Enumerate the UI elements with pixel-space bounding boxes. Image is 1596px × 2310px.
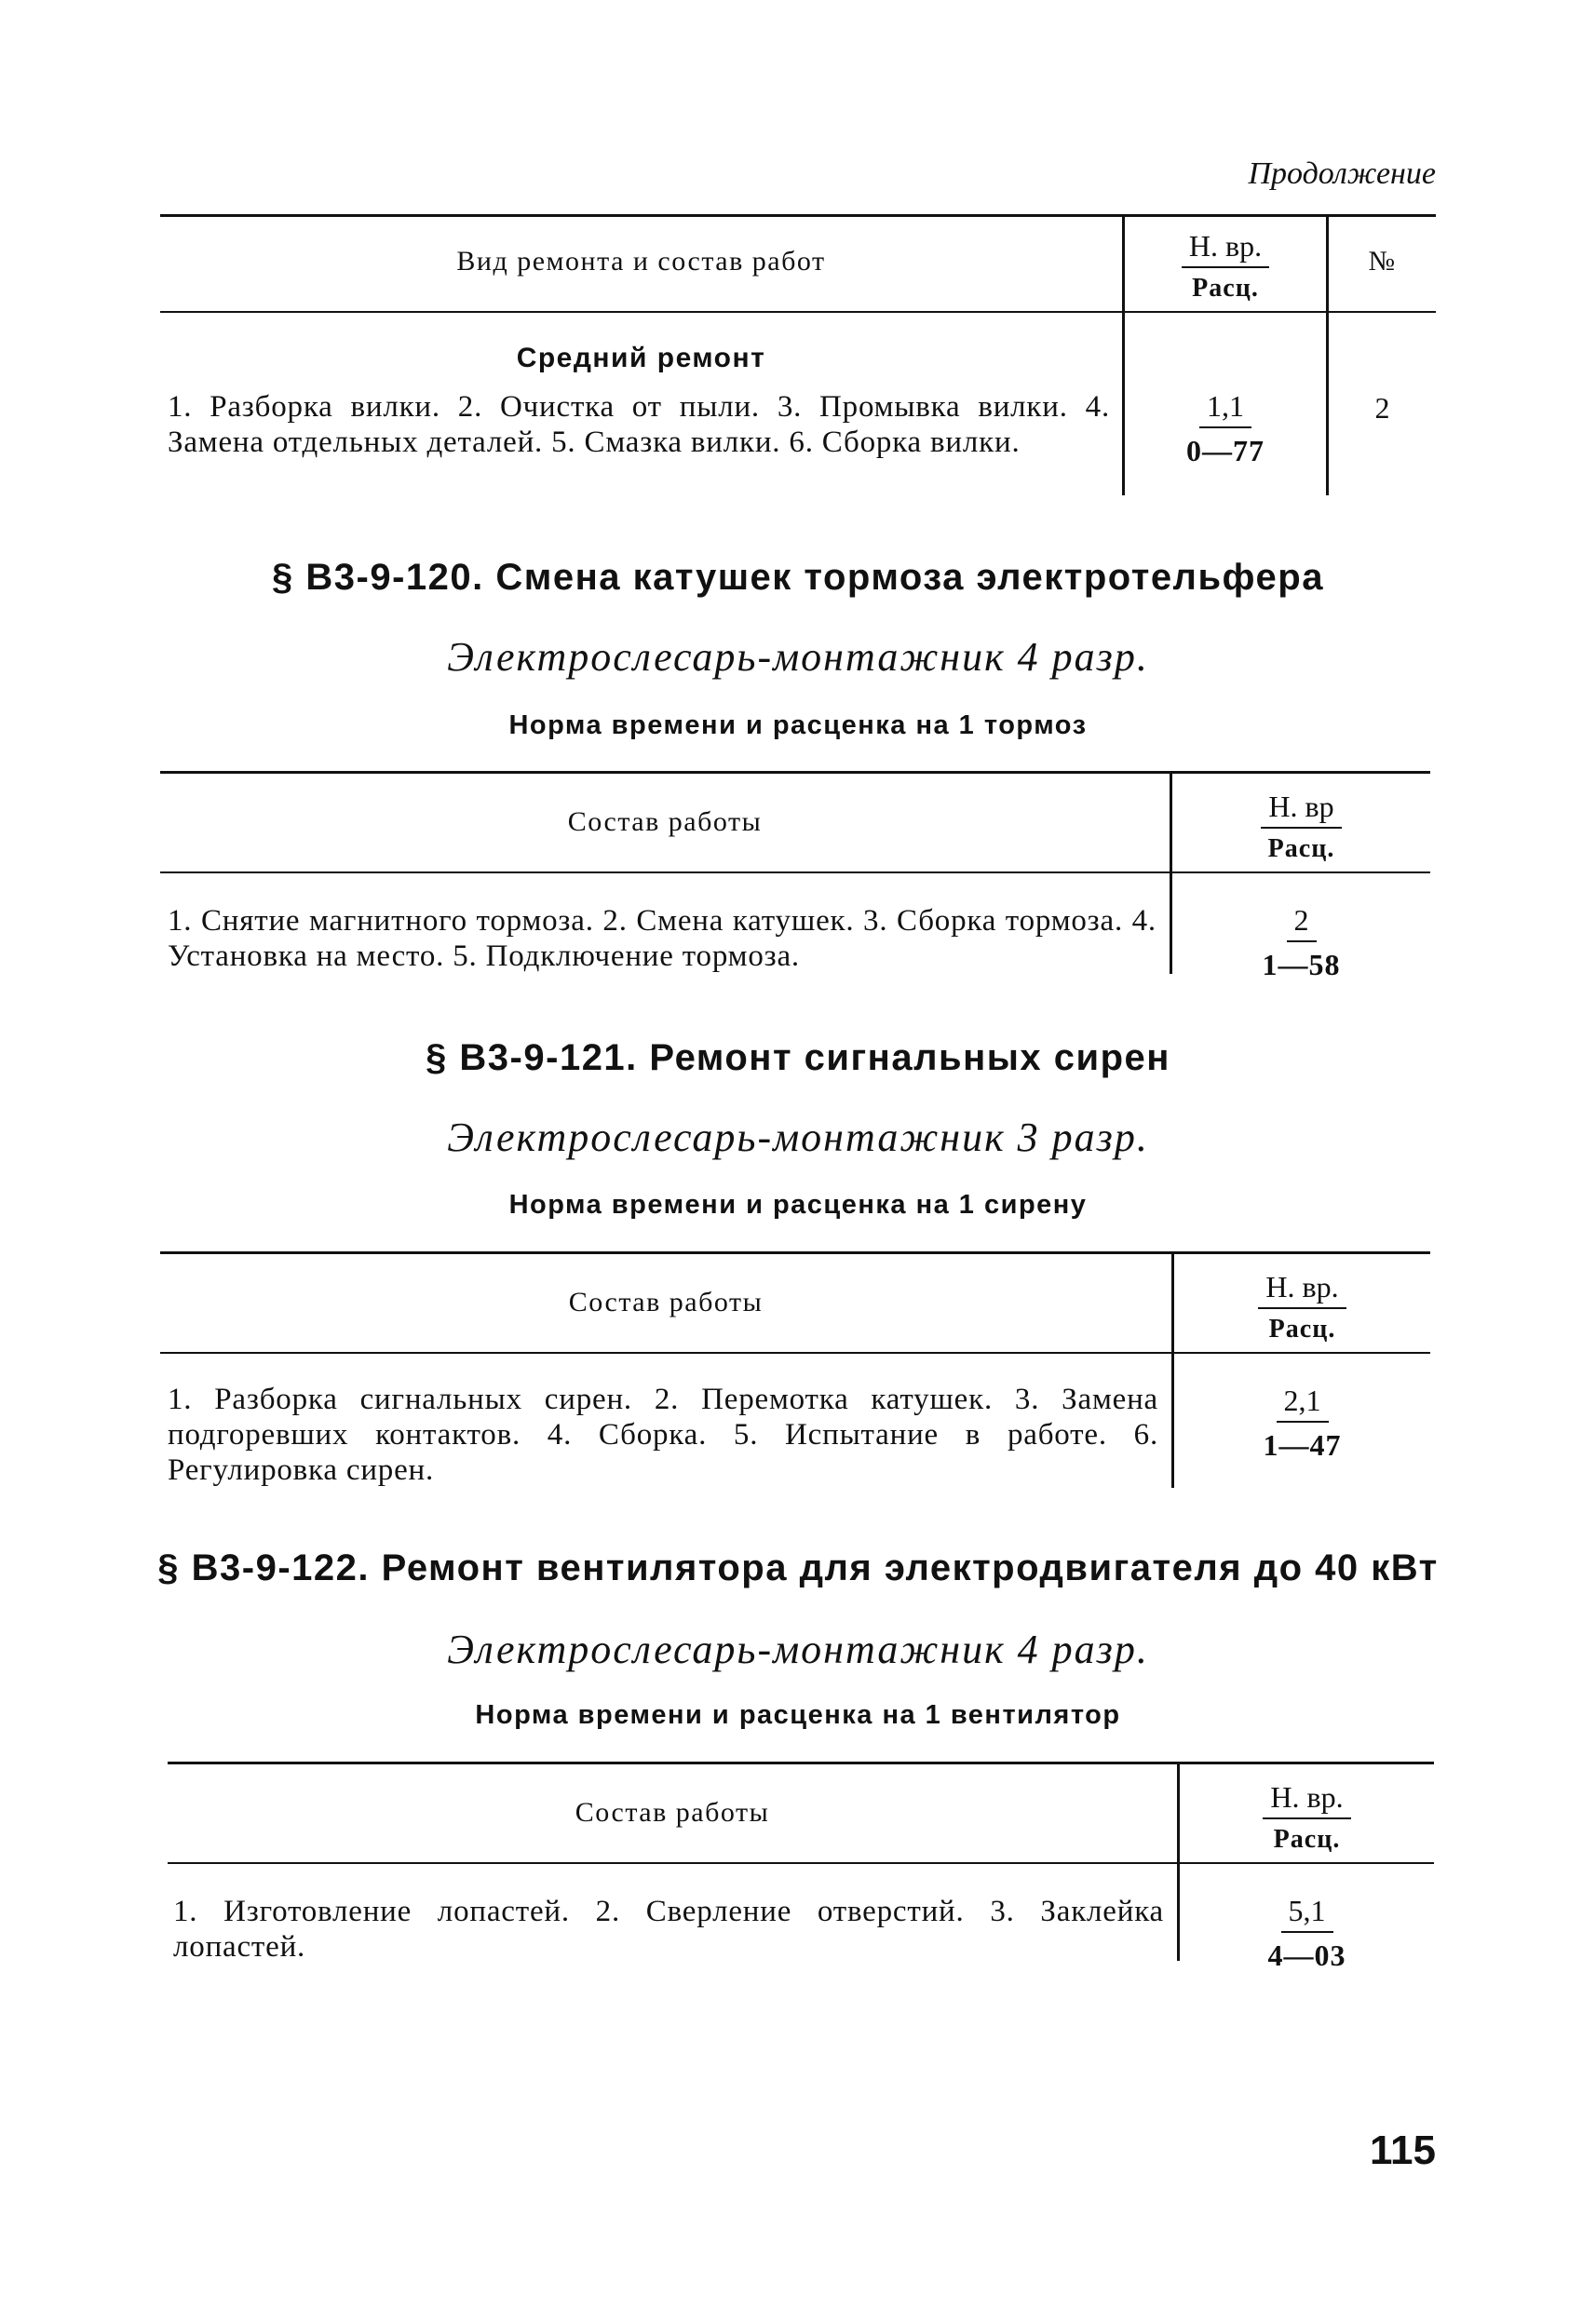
- row-number: 2: [1374, 391, 1390, 425]
- section-title-121: § В3-9-121. Ремонт сигнальных сирен: [426, 1037, 1170, 1078]
- table-top-rule: [160, 771, 1430, 774]
- time-value: 5,1: [1281, 1896, 1333, 1933]
- rate-value: 1—47: [1263, 1428, 1342, 1462]
- work-description: 1. Разборка сигнальных сирен. 2. Перемотка катушек. 3. Замена подгоревших контактов. 4. Сборка. 5. Испытание в работе. 6. Регулировка сирен.: [168, 1383, 1158, 1487]
- norm-caption-122: Норма времени и расценка на 1 вентилятор: [475, 1700, 1121, 1730]
- worker-grade-120: Электрослесарь-монтажник 4 разр.: [447, 634, 1149, 680]
- work-description: 1. Изготовление лопастей. 2. Сверление отверстий. 3. Заклейка лопастей.: [173, 1895, 1164, 1964]
- rate-value: 0—77: [1186, 434, 1265, 467]
- header-time: Н. вр.: [1182, 231, 1269, 268]
- table-header-rule: [160, 871, 1430, 873]
- header-time-rate: [1180, 1782, 1434, 1853]
- table-top-rule: [160, 1251, 1430, 1254]
- header-time: Н. вр: [1261, 791, 1341, 829]
- header-rate: Расц.: [1268, 1315, 1336, 1344]
- header-rate: Расц.: [1267, 834, 1335, 863]
- time-value: 2: [1287, 905, 1317, 942]
- header-rate: Расц.: [1273, 1825, 1341, 1854]
- header-time-rate: [1125, 231, 1326, 302]
- table-header-rule: [160, 311, 1436, 313]
- norm-caption-121: Норма времени и расценка на 1 сирену: [508, 1190, 1088, 1220]
- table-header-rule: [160, 1352, 1430, 1354]
- header-work: Состав работы: [575, 1797, 770, 1828]
- table-top-rule: [168, 1762, 1434, 1764]
- worker-grade-122: Электрослесарь-монтажник 4 разр.: [447, 1627, 1149, 1672]
- time-rate-value: [1180, 1896, 1434, 1970]
- header-time: Н. вр.: [1258, 1272, 1346, 1309]
- norm-caption-120: Норма времени и расценка на 1 тормоз: [508, 710, 1088, 740]
- header-rate: Расц.: [1192, 274, 1259, 303]
- continuation-label: Продолжение: [1248, 156, 1436, 191]
- time-rate-value: [1174, 1385, 1430, 1460]
- page-number: 115: [1370, 2128, 1436, 2173]
- section-title-122: § В3-9-122. Ремонт вентилятора для электродвигателя до 40 кВт: [157, 1547, 1439, 1588]
- header-work: Состав работы: [567, 806, 763, 837]
- time-rate-value: [1125, 391, 1326, 466]
- table-top-rule: [160, 214, 1436, 217]
- header-number: №: [1368, 246, 1397, 277]
- work-description: 1. Снятие магнитного тормоза. 2. Смена катушек. 3. Сборка тормоза. 4. Установка на место. 5. Подключение тормоза.: [168, 904, 1156, 973]
- time-value: 2,1: [1277, 1385, 1329, 1423]
- header-time-rate: [1172, 791, 1430, 862]
- repair-type-title: Средний ремонт: [516, 343, 766, 373]
- rate-value: 1—58: [1262, 948, 1341, 981]
- time-value: 1,1: [1199, 391, 1251, 428]
- table-header-rule: [168, 1862, 1434, 1864]
- header-time: Н. вр.: [1263, 1782, 1350, 1819]
- rate-value: 4—03: [1267, 1939, 1346, 1972]
- section-title-120: § В3-9-120. Смена катушек тормоза электротельфера: [272, 557, 1324, 598]
- worker-grade-121: Электрослесарь-монтажник 3 разр.: [447, 1114, 1149, 1160]
- header-time-rate: [1174, 1272, 1430, 1343]
- work-description: 1. Разборка вилки. 2. Очистка от пыли. 3. Промывка вилки. 4. Замена отдельных деталей. 5. Смазка вилки. 6. Сборка вилки.: [168, 390, 1110, 459]
- header-work: Вид ремонта и состав работ: [456, 246, 826, 277]
- header-work: Состав работы: [568, 1287, 764, 1317]
- time-rate-value: [1172, 905, 1430, 979]
